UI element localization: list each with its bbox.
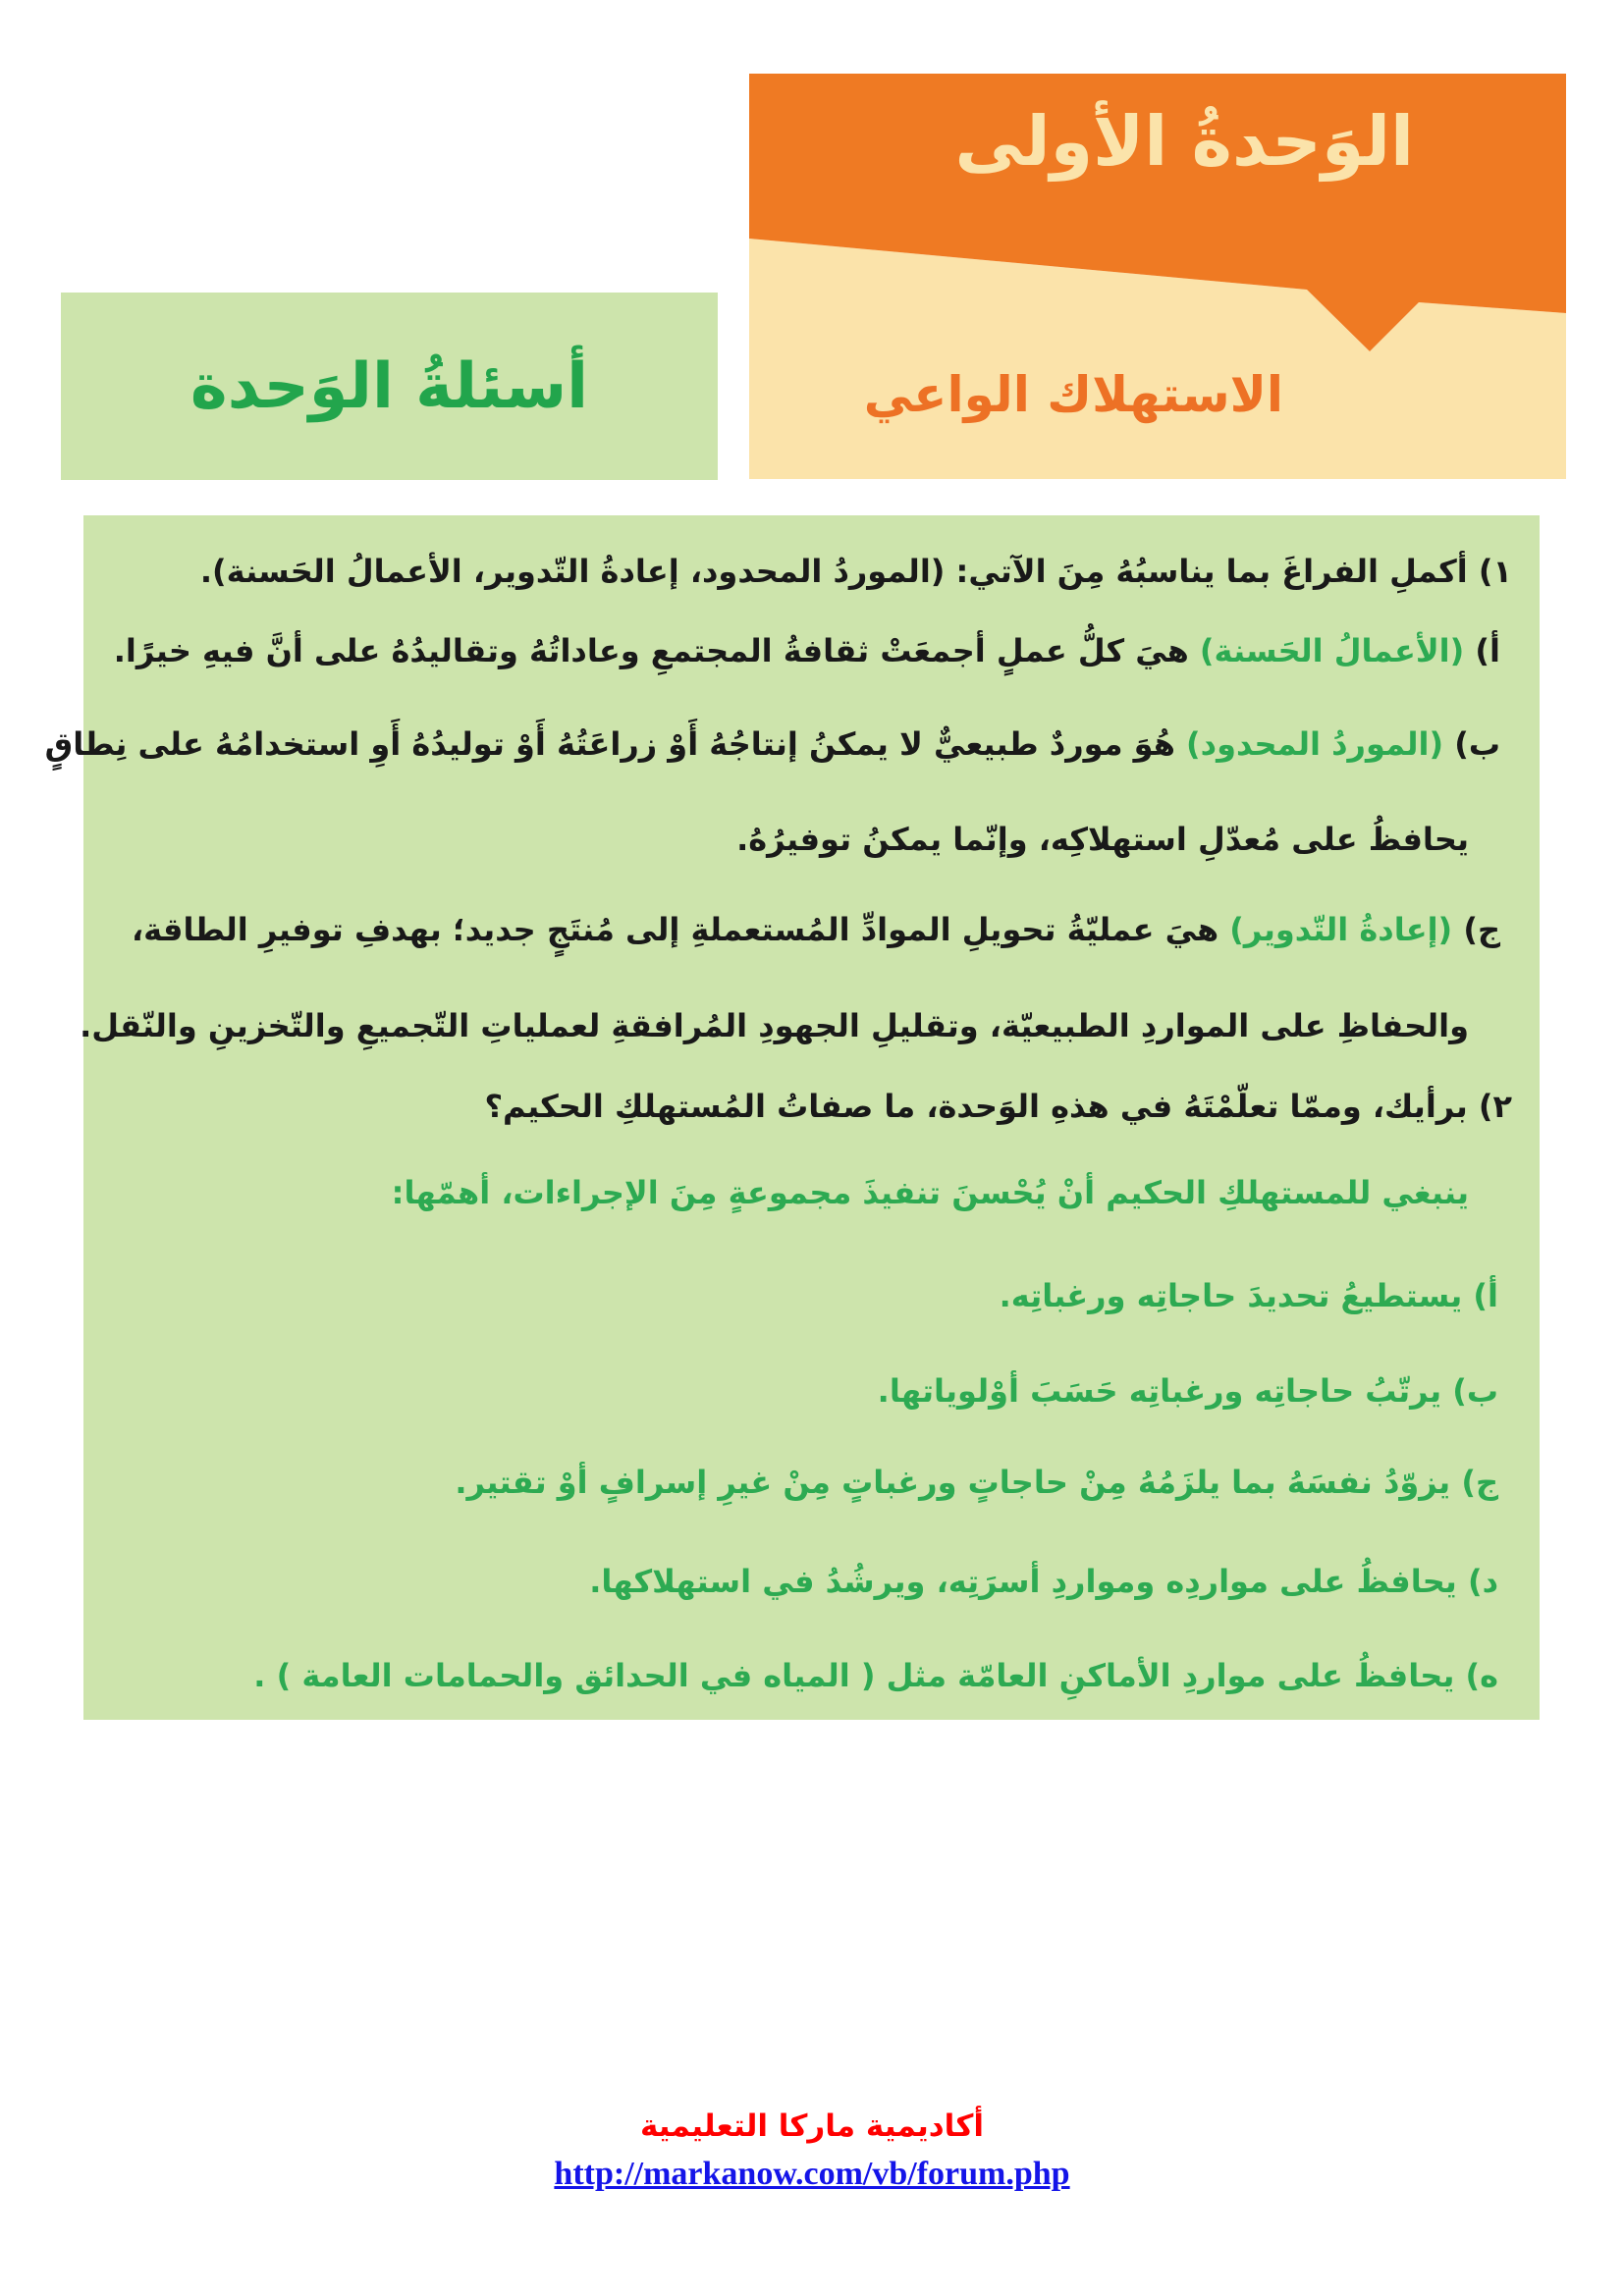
unit-header-banner [749, 74, 1566, 479]
unit-questions-title: أسئلةُ الوَحدة [189, 349, 589, 423]
line-text: د) يحافظُ على مواردِه ومواردِ أسرَتِه، ويرشُدُ في استهلاكها. [589, 1563, 1498, 1600]
answer-2-d [589, 1552, 1498, 1611]
question-1 [200, 542, 1512, 601]
line-text: ينبغي للمستهلكِ الحكيم أنْ يُحْسنَ تنفيذَ مجموعةٍ مِنَ الإجراءات، أهمّها: [391, 1174, 1469, 1211]
line-text: أ) يستطيعُ تحديدَ حاجاتِه ورغباتِه. [999, 1277, 1498, 1314]
list-marker: ب) [1443, 725, 1500, 763]
answer-2-b [878, 1362, 1498, 1420]
line-text: هيَ عمليّةُ تحويلِ الموادِّ المُستعملةِ إلى مُنتَجٍ جديد؛ بهدفِ توفيرِ الطاقة، [131, 911, 1230, 948]
footer-link-row [0, 2156, 1624, 2193]
unit-subtitle: الاستهلاك الواعي [863, 366, 1283, 423]
answer-1-a [114, 621, 1500, 680]
line-text: والحفاظِ على المواردِ الطبيعيّة، وتقليلِ الجهودِ المُرافقةِ لعملياتِ التّجميعِ والتّخزينِ والنّقل. [80, 1007, 1469, 1044]
line-text: ه) يحافظُ على مواردِ الأماكنِ العامّة مثل ( المياه في الحدائق والحمامات العامة ) . [253, 1657, 1498, 1694]
line-text: يحافظُ على مُعدّلِ استهلاكِه، وإنّما يمكنُ توفيرُهُ. [736, 821, 1469, 858]
answer-2-intro [392, 1163, 1469, 1222]
answer-2-a [1000, 1266, 1498, 1325]
unit-title: الوَحدةُ الأولى [954, 101, 1414, 182]
highlighted-term: (الأعمالُ الحَسنة) [1199, 632, 1465, 669]
line-text: ب) يرتّبُ حاجاتِه ورغباتِه حَسَبَ أوْلوياتها. [877, 1372, 1498, 1410]
forum-link[interactable]: http://markanow.com/vb/forum.php [554, 2156, 1070, 2192]
answer-1-c-continued [80, 996, 1469, 1055]
line-text: هُوَ موردٌ طبيعيٌّ لا يمكنُ إنتاجُهُ أَوْ زراعَتُهُ أَوْ توليدُهُ أَوِ استخدامُهُ على نِطاقٍ [44, 725, 1187, 763]
answer-2-c [455, 1453, 1498, 1512]
highlighted-term: (الموردُ المحدود) [1186, 725, 1444, 763]
line-text: ٢) برأيك، وممّا تعلّمْتَهُ في هذهِ الوَحدة، ما صفاتُ المُستهلكِ الحكيم؟ [484, 1088, 1512, 1125]
list-marker: أ) [1464, 632, 1500, 669]
answer-2-e [253, 1646, 1498, 1705]
line-text: هيَ كلُّ عملٍ أجمعَتْ ثقافةُ المجتمعِ وعاداتُهُ وتقاليدُهُ على أنَّ فيهِ خيرًا. [113, 632, 1200, 669]
unit-questions-box [61, 293, 718, 480]
questions-content-box [44, 515, 1540, 1720]
highlighted-term: (إعادةُ التّدوير) [1229, 911, 1453, 948]
answer-1-b [45, 715, 1500, 774]
academy-name: أكاديمية ماركا التعليمية [640, 2109, 984, 2144]
question-2 [484, 1077, 1512, 1136]
line-text: ج) يزوّدُ نفسَهُ بما يلزَمُهُ مِنْ حاجاتٍ ورغباتٍ مِنْ غيرِ إسرافٍ أوْ تقتير. [455, 1464, 1498, 1501]
line-text: ١) أكملِ الفراغَ بما يناسبُهُ مِنَ الآتي: (الموردُ المحدود، إعادةُ التّدوير، الأعمالُ الحَسنة). [199, 553, 1512, 590]
answer-1-b-continued [736, 810, 1469, 869]
list-marker: ج) [1452, 911, 1500, 948]
answer-1-c [132, 900, 1500, 959]
